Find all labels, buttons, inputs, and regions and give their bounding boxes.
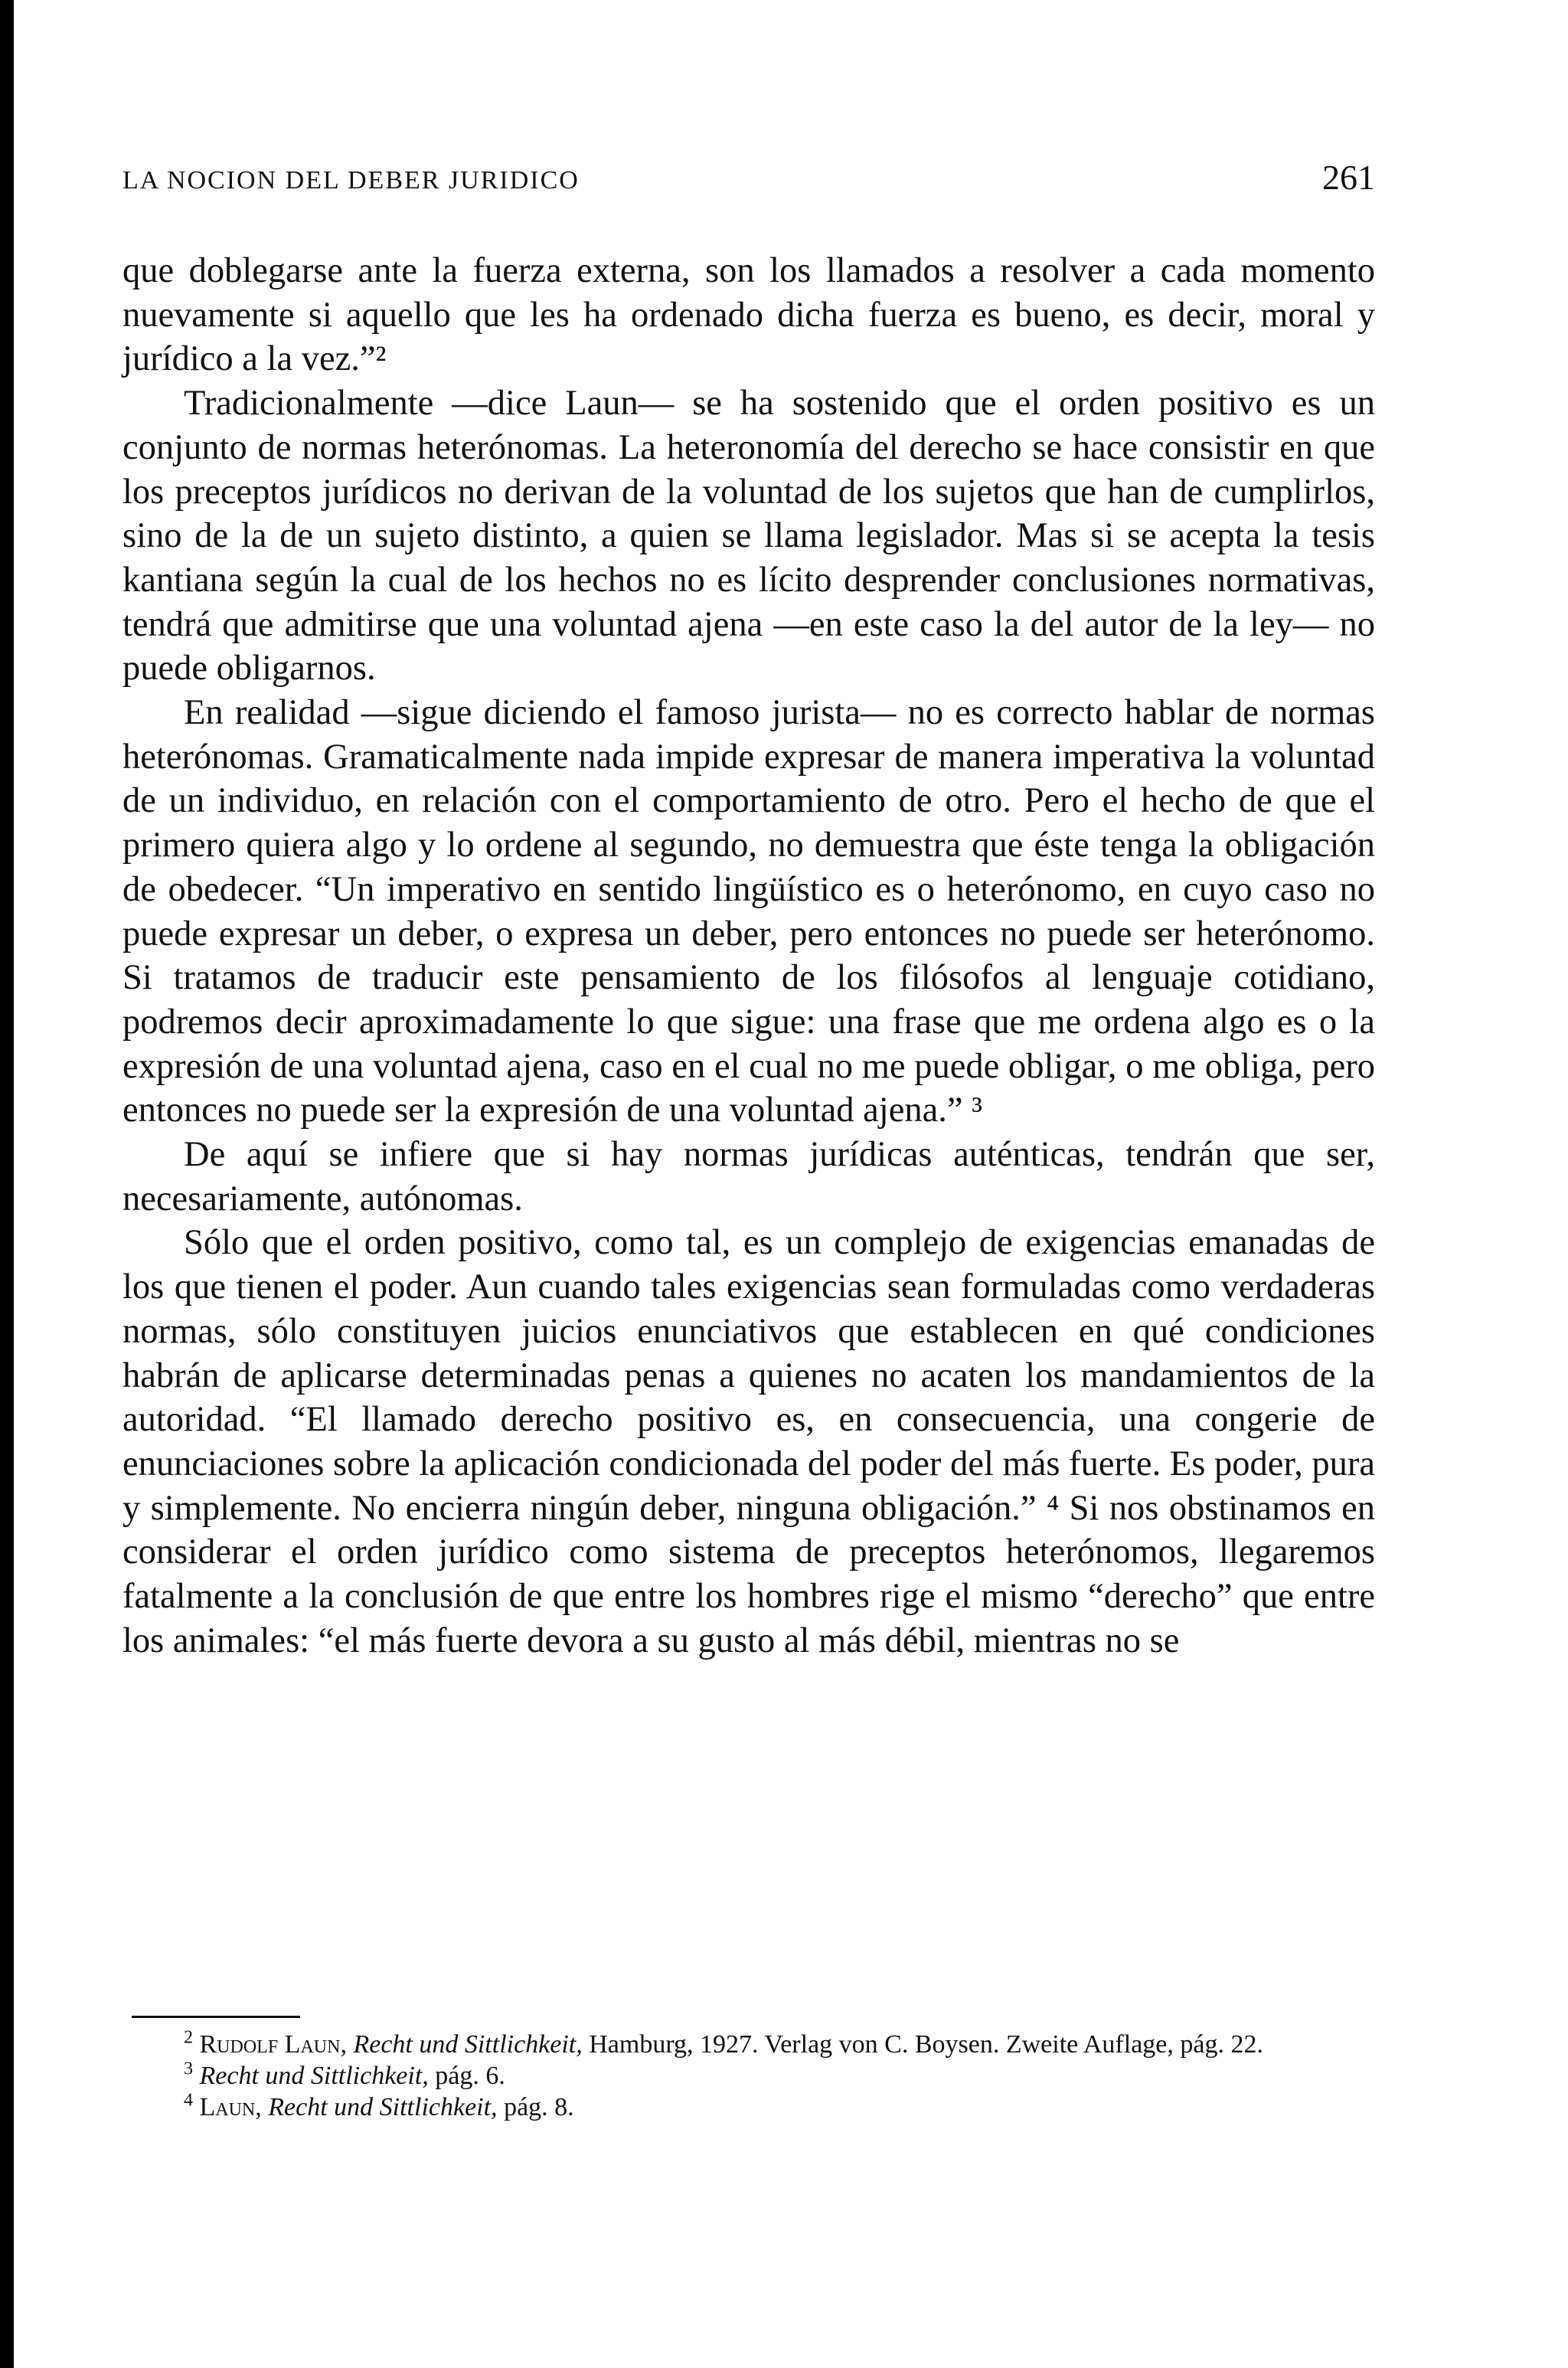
- footnote-text: Hamburg, 1927. Verlag von C. Boysen. Zweite Auflage, pág. 22.: [589, 2030, 1263, 2059]
- paragraph: De aquí se infiere que si hay normas jurídicas auténticas, tendrán que ser, necesariamente, autónomas.: [122, 1135, 1375, 1218]
- paragraph: Tradicionalmente —dice Laun— se ha sostenido que el orden positivo es un conjunto de normas heterónomas. La heteronomía del derecho se hace consistir en que los preceptos jurídicos no derivan de la voluntad de los sujetos que han de cumplirlos, sino de la de un sujeto distinto, a quien se llama legislador. Mas si se acepta la tesis kantiana según la cual de los hechos no es lícito desprender conclusiones normativas, tendrá que admitirse que una voluntad ajena —en este caso la del autor de la ley— no puede obligarnos.: [122, 384, 1375, 688]
- footnote: [122, 2060, 1375, 2092]
- footnote-rule: [132, 2016, 300, 2018]
- page: [122, 157, 1375, 1663]
- footnote-title: Recht und Sittlichkeit,: [353, 2030, 583, 2059]
- body-text: [122, 249, 1375, 1663]
- paragraph: En realidad —sigue diciendo el famoso jurista— no es correcto hablar de normas heterónomas. Gramaticalmente nada impide expresar de manera imperativa la voluntad de un individuo, en relación con el comportamiento de otro. Pero el hecho de que el primero quiera algo y lo ordene al segundo, no demuestra que éste tenga la obligación de obedecer. “Un imperativo en sentido lingüístico es o heterónomo, en cuyo caso no puede expresar un deber, o expresa un deber, pero entonces no puede ser heterónomo. Si tratamos de traducir este pensamiento de los filósofos al lenguaje cotidiano, podremos decir aproximadamente lo que sigue: una frase que me ordena algo es o la expresión de una voluntad ajena, caso en el cual no me puede obligar, o me obliga, pero entonces no puede ser la expresión de una voluntad ajena.” ³: [122, 693, 1375, 1130]
- footnote-author: Rudolf Laun,: [199, 2030, 347, 2059]
- footnote-mark: 3: [184, 2059, 193, 2079]
- footnote: [122, 2029, 1375, 2060]
- footnote-mark: 4: [184, 2090, 193, 2111]
- footnote-title: Recht und Sittlichkeit,: [199, 2062, 429, 2090]
- footnote-text: pág. 8.: [504, 2093, 574, 2121]
- footnotes: [122, 2016, 1375, 2123]
- page-number: 261: [1322, 158, 1375, 197]
- running-title: LA NOCION DEL DEBER JURIDICO: [122, 166, 580, 195]
- paragraph: Sólo que el orden positivo, como tal, es un complejo de exigencias emanadas de los que tienen el poder. Aun cuando tales exigencias sean formuladas como verdaderas normas, sólo constituyen juicios enunciativos que establecen en qué condiciones habrán de aplicarse determinadas penas a quienes no acaten los mandamientos de la autoridad. “El llamado derecho positivo es, en consecuencia, una congerie de enunciaciones sobre la aplicación condicionada del poder del más fuerte. Es poder, pura y simplemente. No encierra ningún deber, ninguna obligación.” ⁴ Si nos obstinamos en considerar el orden jurídico como sistema de preceptos heterónomos, llegaremos fatalmente a la conclusión de que entre los hombres rige el mismo “derecho” que entre los animales: “el más fuerte devora a su gusto al más débil, mientras no se: [122, 1223, 1375, 1660]
- footnote-author: Laun,: [199, 2093, 262, 2121]
- footnote-mark: 2: [184, 2027, 193, 2048]
- footnote-text: pág. 6.: [435, 2062, 505, 2090]
- paragraph: que doblegarse ante la fuerza externa, son los llamados a resolver a cada momento nuevamente si aquello que les ha ordenado dicha fuerza es bueno, es decir, moral y jurídico a la vez.”²: [122, 251, 1375, 379]
- running-head: [122, 157, 1375, 203]
- footnote: [122, 2092, 1375, 2123]
- footnote-title: Recht und Sittlichkeit,: [268, 2093, 498, 2121]
- scan-edge: [0, 0, 14, 2368]
